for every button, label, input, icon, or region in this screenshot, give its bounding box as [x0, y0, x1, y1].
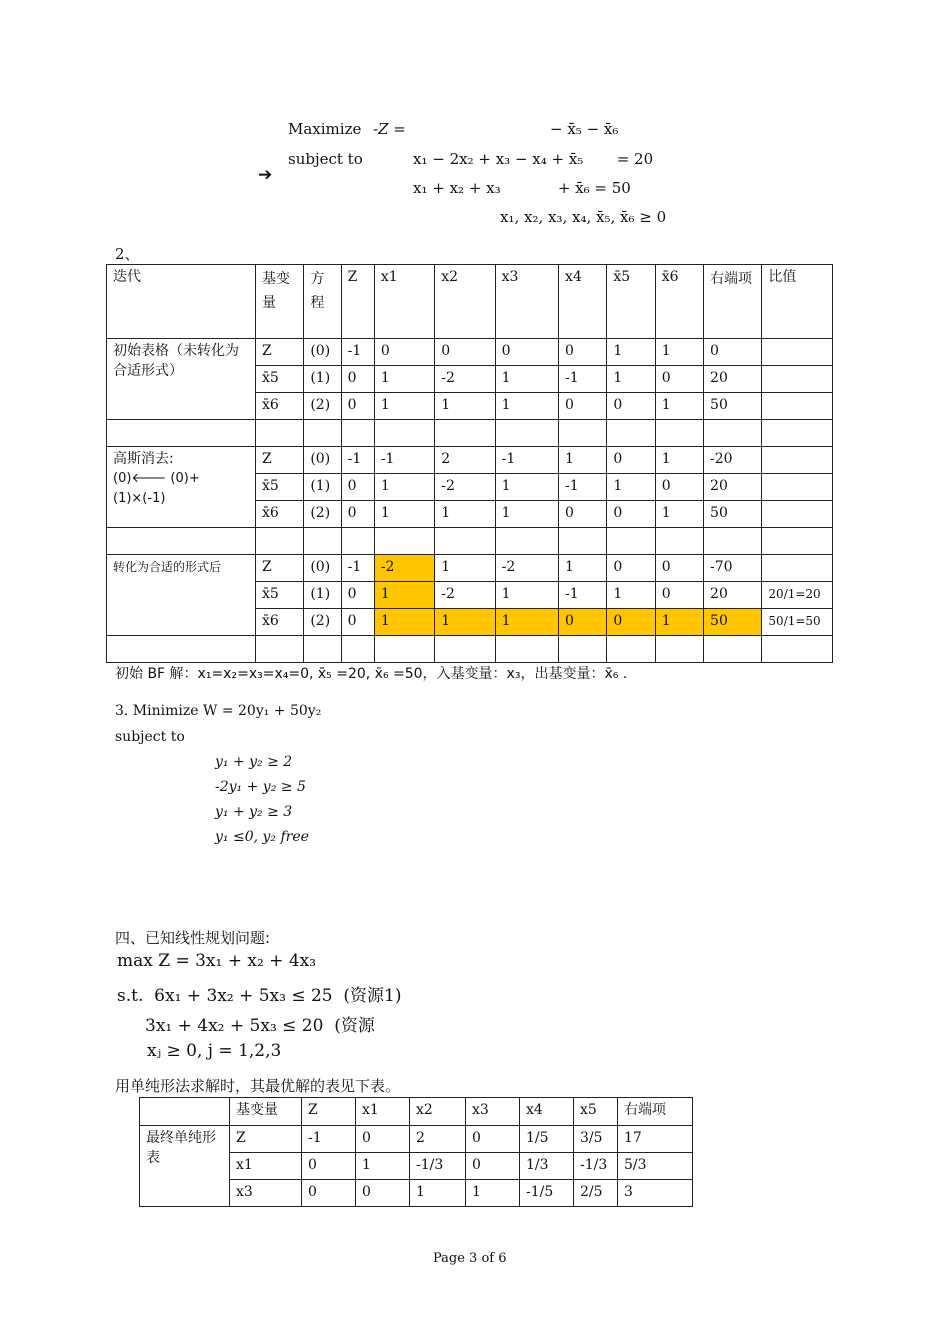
table-cell: -1: [341, 339, 374, 366]
table-cell: (1): [304, 474, 341, 501]
table-cell: 1: [655, 393, 703, 420]
header-basic-var: 基变量: [230, 1098, 302, 1126]
table-cell: x̄6: [256, 393, 304, 420]
table-cell: 2: [410, 1126, 466, 1153]
final-table-label: 最终单纯形表: [140, 1126, 230, 1207]
lp-subject-label: subject to: [288, 150, 363, 168]
table-cell: 0: [341, 582, 374, 609]
table-cell: 1: [495, 501, 558, 528]
pivot-column-cell: -2: [374, 555, 434, 582]
section4-note: 用单纯形法求解时，其最优解的表见下表。: [115, 1077, 401, 1095]
table-cell: x1: [230, 1153, 302, 1180]
section3-constraint-2: -2y₁ + y₂ ≥ 5: [215, 779, 306, 795]
header-x2: x2: [435, 265, 495, 339]
header-x4: x4: [559, 265, 607, 339]
table-cell: (0): [304, 339, 341, 366]
table-cell: 1: [655, 447, 703, 474]
table-cell: 0: [341, 366, 374, 393]
table-cell: 1: [374, 501, 434, 528]
gauss-operation: (0)🡐 (0)+(1)×(-1): [113, 471, 200, 506]
header-x3: x3: [495, 265, 558, 339]
table-cell: 1: [495, 393, 558, 420]
table-cell: (1): [304, 582, 341, 609]
section4-st1: s.t. 6x₁ + 3x₂ + 5x₃ ≤ 25 (资源1): [117, 986, 402, 1006]
table-cell: 1/5: [520, 1126, 574, 1153]
table-cell: 20: [704, 582, 762, 609]
header-x5: x5: [574, 1098, 618, 1126]
table-cell: -1: [559, 474, 607, 501]
table-cell: -1: [302, 1126, 356, 1153]
table-cell: 0: [341, 393, 374, 420]
table-cell: -70: [704, 555, 762, 582]
spacer-row: [107, 636, 833, 663]
header-x2: x2: [410, 1098, 466, 1126]
table-cell: (2): [304, 501, 341, 528]
table-cell: -1: [559, 582, 607, 609]
table-cell: -20: [704, 447, 762, 474]
table-cell: [762, 339, 833, 366]
table-cell: 0: [356, 1180, 410, 1207]
table-cell: 0: [559, 393, 607, 420]
table-cell: 0: [655, 582, 703, 609]
table-cell: 1: [374, 393, 434, 420]
table-cell: 0: [435, 339, 495, 366]
table-cell: -1: [341, 555, 374, 582]
table-cell: x3: [230, 1180, 302, 1207]
header-ratio: 比值: [762, 265, 833, 339]
lp-objective-rhs: − x̄₅ − x̄₆: [550, 120, 619, 138]
table-cell: 1: [466, 1180, 520, 1207]
table-cell: -1: [495, 447, 558, 474]
header-basic-var: 基变量: [256, 265, 304, 339]
section4-title: 四、已知线性规划问题:: [115, 929, 271, 947]
table-row: [107, 555, 833, 582]
table-cell: 1: [495, 474, 558, 501]
header-iteration: 迭代: [107, 265, 256, 339]
table-cell: -2: [435, 366, 495, 393]
group-label-initial: 初始表格（未转化为合适形式）: [107, 339, 256, 420]
header-x5bar: x̄5: [607, 265, 655, 339]
table-cell: 1: [607, 339, 655, 366]
ratio-cell: 50/1=50: [762, 609, 833, 636]
table-cell: 0: [559, 501, 607, 528]
table-cell: [762, 474, 833, 501]
table2-header-row: [140, 1098, 693, 1126]
table-cell: 0: [607, 447, 655, 474]
table-cell: 1: [495, 582, 558, 609]
page-footer: Page 3 of 6: [433, 1251, 507, 1266]
table-cell: 50: [704, 501, 762, 528]
table-cell: 20: [704, 474, 762, 501]
table-cell: -1/3: [410, 1153, 466, 1180]
table-cell: x̄6: [256, 609, 304, 636]
pivot-row-cell: 0: [559, 609, 607, 636]
lp-constraint-2: x₁ + x₂ + x₃ + x̄₆ = 50: [413, 179, 631, 197]
table-cell: x̄6: [256, 501, 304, 528]
table-cell: 1: [607, 474, 655, 501]
table-cell: 0: [341, 501, 374, 528]
table-cell: 0: [466, 1126, 520, 1153]
table-cell: x̄5: [256, 582, 304, 609]
section3-subject: subject to: [115, 729, 185, 745]
section3-constraint-1: y₁ + y₂ ≥ 2: [215, 754, 293, 770]
table-cell: 1: [655, 339, 703, 366]
table-cell: (1): [304, 366, 341, 393]
table-cell: 1: [607, 366, 655, 393]
section4-st3: xⱼ ≥ 0, j = 1,2,3: [147, 1041, 282, 1061]
table-cell: -1/5: [520, 1180, 574, 1207]
table-cell: 1: [374, 366, 434, 393]
table-cell: [762, 555, 833, 582]
table-cell: 1: [410, 1180, 466, 1207]
table-cell: 17: [618, 1126, 693, 1153]
section3-title: 3. Minimize W = 20y₁ + 50y₂: [115, 703, 322, 719]
table-row: [107, 339, 833, 366]
table-cell: 3/5: [574, 1126, 618, 1153]
section3-constraint-4: y₁ ≤0, y₂ free: [215, 829, 309, 845]
header-x1: x1: [374, 265, 434, 339]
pivot-row-cell: 1: [374, 609, 434, 636]
table-cell: 0: [374, 339, 434, 366]
table-cell: [762, 366, 833, 393]
pivot-row-cell: 1: [495, 609, 558, 636]
table-cell: Z: [256, 447, 304, 474]
table-cell: -1/3: [574, 1153, 618, 1180]
bf-solution: 初始 BF 解：x₁=x₂=x₃=x₄=0, x̄₅ =20, x̄₆ =50，入基变量：x₃，出基变量：x̄₆ .: [115, 666, 628, 682]
table-cell: 0: [607, 501, 655, 528]
table-cell: 0: [302, 1180, 356, 1207]
table-cell: Z: [230, 1126, 302, 1153]
table-cell: x̄5: [256, 366, 304, 393]
table-cell: 5/3: [618, 1153, 693, 1180]
table-cell: 1: [435, 501, 495, 528]
table-cell: Z: [256, 339, 304, 366]
table-cell: 1: [559, 555, 607, 582]
table-cell: 0: [495, 339, 558, 366]
table-cell: 1: [374, 474, 434, 501]
table-cell: -1: [341, 447, 374, 474]
final-simplex-table: [139, 1097, 693, 1207]
table-cell: [140, 1098, 230, 1126]
table-cell: 1: [356, 1153, 410, 1180]
header-equation: 方程: [304, 265, 341, 339]
table-cell: (2): [304, 609, 341, 636]
table-cell: 0: [704, 339, 762, 366]
lp-objective-label: Maximize: [288, 120, 362, 138]
table-cell: 0: [302, 1153, 356, 1180]
table-cell: -1: [374, 447, 434, 474]
table-cell: (2): [304, 393, 341, 420]
table-cell: 0: [356, 1126, 410, 1153]
group-label-proper-form: 转化为合适的形式后: [107, 555, 256, 636]
lp-constraint-3: x₁, x₂, x₃, x₄, x̄₅, x̄₆ ≥ 0: [500, 208, 667, 226]
table-cell: 0: [607, 555, 655, 582]
table-cell: [762, 447, 833, 474]
table-cell: 2: [435, 447, 495, 474]
lp-objective-lhs: -Z =: [373, 120, 406, 138]
table-cell: 0: [607, 393, 655, 420]
table1-header-row: [107, 265, 833, 339]
table-cell: [762, 393, 833, 420]
table-cell: 0: [655, 366, 703, 393]
header-rhs: 右端项: [618, 1098, 693, 1126]
table-cell: 50: [704, 393, 762, 420]
spacer-row: [107, 420, 833, 447]
pivot-row-cell: 50: [704, 609, 762, 636]
pivot-row-cell: 0: [607, 609, 655, 636]
group-label-gauss: [107, 447, 256, 528]
table-cell: 20: [704, 366, 762, 393]
table-cell: 1: [559, 447, 607, 474]
table-cell: 0: [655, 555, 703, 582]
header-x6bar: x̄6: [655, 265, 703, 339]
table-cell: 2/5: [574, 1180, 618, 1207]
lp-constraint-1: x₁ − 2x₂ + x₃ − x₄ + x̄₅ = 20: [413, 150, 654, 168]
table-cell: (0): [304, 447, 341, 474]
table-cell: 1: [607, 582, 655, 609]
header-x4: x4: [520, 1098, 574, 1126]
table-cell: 1: [435, 393, 495, 420]
table-cell: 0: [466, 1153, 520, 1180]
table-cell: 0: [341, 474, 374, 501]
header-z: Z: [341, 265, 374, 339]
table-cell: 1: [655, 501, 703, 528]
spacer-row: [107, 528, 833, 555]
table-row: [140, 1126, 693, 1153]
table-cell: 3: [618, 1180, 693, 1207]
table-cell: -2: [495, 555, 558, 582]
table-cell: (0): [304, 555, 341, 582]
simplex-table-1: [106, 264, 833, 663]
ratio-cell: 20/1=20: [762, 582, 833, 609]
pivot-column-cell: 1: [374, 582, 434, 609]
table-cell: Z: [256, 555, 304, 582]
table-cell: -1: [559, 366, 607, 393]
table-cell: 1: [435, 555, 495, 582]
table-cell: 1/3: [520, 1153, 574, 1180]
header-rhs: 右端项: [704, 265, 762, 339]
table-cell: -2: [435, 582, 495, 609]
table-cell: 0: [559, 339, 607, 366]
gauss-label: 高斯消去:: [113, 451, 174, 467]
table-cell: [762, 501, 833, 528]
section4-st2: 3x₁ + 4x₂ + 5x₃ ≤ 20 (资源: [145, 1016, 375, 1036]
header-z: Z: [302, 1098, 356, 1126]
section2-label: 2、: [115, 245, 140, 263]
section3-constraint-3: y₁ + y₂ ≥ 3: [215, 804, 293, 820]
table-cell: 1: [495, 366, 558, 393]
table-row: [107, 447, 833, 474]
pivot-row-cell: 1: [435, 609, 495, 636]
header-x1: x1: [356, 1098, 410, 1126]
arrow-icon: ➔: [258, 165, 273, 185]
section4-objective: max Z = 3x₁ + x₂ + 4x₃: [117, 951, 317, 971]
header-x3: x3: [466, 1098, 520, 1126]
pivot-row-cell: 1: [655, 609, 703, 636]
table-cell: 0: [341, 609, 374, 636]
table-cell: -2: [435, 474, 495, 501]
table-cell: x̄5: [256, 474, 304, 501]
table-cell: 0: [655, 474, 703, 501]
